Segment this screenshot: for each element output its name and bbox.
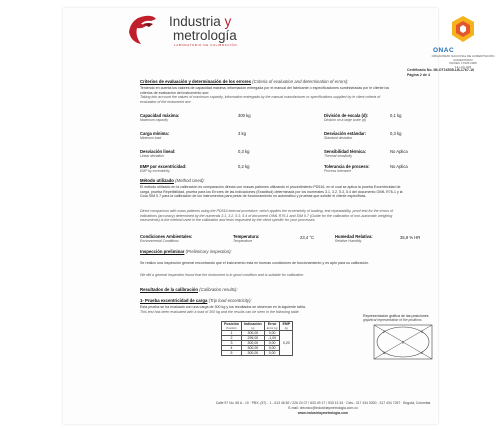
accreditation-label: ONAC <box>433 47 455 54</box>
spec-label: Sensibilidad térmica: <box>324 149 367 154</box>
diagram-position-label: 1 <box>402 340 404 345</box>
table-cell: 3 <box>222 341 242 346</box>
brand-tagline: LABORATORIO DE CALIBRACIÓN <box>174 43 238 47</box>
onac-seal-icon <box>448 14 478 44</box>
eccentricity-test-text: Esta prueba se ha evaluado con una carga de 300 kg y los resultados se observan en la siguiente tabla. <box>140 305 306 309</box>
table-cell: 1 <box>222 331 242 336</box>
table-cell: 300,00 <box>241 331 264 336</box>
table-cell: 5 <box>222 351 242 356</box>
diagram-position-label: 2 <box>383 330 385 334</box>
spec-sublabel: Maximum capacity <box>140 118 169 122</box>
temperature-label: Temperatura: <box>233 234 260 239</box>
diagram-position-label: 4 <box>421 351 423 355</box>
spec-sublabel: Minimum load <box>140 136 162 140</box>
table-cell: 300,00 <box>241 351 264 356</box>
table-cell: 0,00 <box>264 351 280 356</box>
spec-value: 300 kg <box>238 113 251 118</box>
spec-sublabel: EMP by eccentricity <box>140 169 170 173</box>
spec-label: Desviación estándar: <box>324 131 367 136</box>
spec-value: 0,2 kg <box>238 164 250 169</box>
conditions-label: Condiciones Ambientales: <box>140 234 193 239</box>
spec-value: No Aplica <box>390 149 408 154</box>
table-row <box>222 331 293 336</box>
page-footer <box>163 401 483 416</box>
company-logo-icon <box>123 10 163 50</box>
spec-value: 0,3 kg <box>238 149 250 154</box>
humidity-value: 35,9 % HR <box>400 235 421 240</box>
spec-value: 3 kg <box>238 131 246 136</box>
table-cell: -1,00 <box>264 336 280 341</box>
certificate-page <box>63 8 495 424</box>
table-cell: 4 <box>222 346 242 351</box>
positions-diagram <box>373 324 433 360</box>
temperature-sublabel: Temperature <box>233 239 253 243</box>
conditions-sublabel: Environmental Conditions <box>140 239 179 243</box>
diagram-caption-en: graphical representation of the positions <box>363 318 422 322</box>
eccentricity-table <box>221 321 293 356</box>
table-header: Indicación kg <box>241 322 264 331</box>
spec-label: EMP por excentricidad: <box>140 164 187 169</box>
spec-label: Desviación lineal: <box>140 149 176 154</box>
accreditation-text: ORGANISMO NACIONAL DE ACREDITACIÓN ACREDITADO ISO/IEC 17025:2005 14-LAC-003 <box>431 54 495 69</box>
page-number: Página 2 de 4 <box>407 73 430 77</box>
humidity-sublabel: Relative Humidity <box>335 239 362 243</box>
spec-value: 0,3 kg <box>390 131 402 136</box>
criteria-heading: Criterios de evaluación y determinación de los errores (Criteria of evaluation and determination of errors): <box>140 79 349 84</box>
brand-name: Industria y <box>169 14 232 29</box>
criteria-text-en: Taking into account the values of maximum capacity, information entregada by the manual manufacturer or specifications supplied by le client criteria of evaluation of the instrument are: <box>140 95 381 104</box>
table-cell: 0,00 <box>264 341 280 346</box>
table-cell: 300,00 <box>241 346 264 351</box>
inspection-text: Se realizo una inspección general encontrando que el instrumento esta en buenas condiciones de funcionamiento y es apto para su calibración. <box>140 261 370 265</box>
footer-email: E-mail: ctecnico@industriaymetrologia.com.co <box>288 406 358 410</box>
table-cell: 2 <box>222 336 242 341</box>
temperature-value: 23,4 °C <box>300 235 315 240</box>
inspection-text-en: We did a general inspection found that the instrument is in good condition and is suitable for calibration <box>140 273 304 277</box>
criteria-text: Teniendo en cuenta los valores de capacidad máxima, información entregada por el manual del fabricante o especificaciones suministradas por le cliente los criterios de evaluación del instrumento son: <box>140 86 390 95</box>
table-cell: 300,00 <box>241 341 264 346</box>
humidity-label: Humedad Relativa: <box>335 234 373 239</box>
spec-sublabel: Process tolerance <box>324 169 352 173</box>
footer-address: Calle 97 No. 65 A - 10 · PBX: (57) - 1 - 613 46 82 / 226 24 07 / 633 49 17 / 533 13 34 · Cels.: 317 434 5300 - 317 434 7287 · Bogotá, Colombia <box>215 401 431 405</box>
table-header: Error Error kg <box>264 322 280 331</box>
table-cell: 0,00 <box>264 331 280 336</box>
diagram-position-label: 5 <box>383 351 385 355</box>
table-cell-emp: 0,20 <box>280 331 293 356</box>
spec-sublabel: Standard deviation <box>324 136 353 140</box>
spec-label: Carga mínima: <box>140 131 170 136</box>
inspection-heading: Inspección preliminar (Preliminary inspection): <box>140 249 232 254</box>
method-heading: Método utilizado (Method Used): <box>140 178 205 183</box>
spec-label: División de escala (d): <box>324 113 369 118</box>
spec-sublabel: Thermal sensitivity <box>324 154 353 158</box>
spec-label: Tolerancia de proceso: <box>324 164 370 169</box>
spec-value: 0,1 kg <box>390 113 402 118</box>
table-header: EMP kg <box>280 322 293 331</box>
results-heading: Resultados de la calibración (Calibration results): <box>140 287 238 292</box>
method-text: El método utilizado en la calibración es comparación directa con masas patrones utilizando el procedimiento PD516, en el cual se aplica la prueba Excentricidad de carga, prueba Repetibilidad, prueba para los Errores de las Indicaciones (Exactitud) determinada por los numerales 3.1, 3.2, 5.3, 5.4 del documento OIML R76-1 y la Guía SIM 0.7 para la calibración de los instrumentos para pesar de funcionamiento no automático y pruebas que solicite el cliente especificas. <box>140 185 403 199</box>
table-cell: 299,00 <box>241 336 264 341</box>
spec-sublabel: Linear deviation <box>140 154 164 158</box>
spec-value: No Aplica <box>390 164 408 169</box>
eccentricity-test-text-en: This test has been evaluated with a load of 300 kg and the results can be seen in the following table. <box>140 310 300 314</box>
method-text-en: Direct comparison with mass patterns using the PD516 internal procedure, which applies the eccentricity of loading, test repeatability, proof test for the errors of indications (accuracy) determined by the numerals 3.1, 3.2, 5.3, 5.4 of document OIML R76-1 and SIM 0.7 (Guide for the calibration of non-automatic weighing instruments) is the method used in the calibration and tests requested by the client specific for your processes. <box>140 209 394 223</box>
footer-website-link[interactable]: www.industriaymetrologia.com <box>297 411 349 415</box>
diagram-caption: Representación gráfica de las posiciones <box>363 314 429 318</box>
table-header-row <box>222 322 293 331</box>
diagram-position-label: 3 <box>421 330 423 334</box>
eccentricity-test-heading: 1- Prueba excentricidad de carga (Trip load eccentricity): <box>140 298 252 303</box>
brand-name-line2: metrología <box>173 28 237 43</box>
spec-sublabel: Division on a large scale (d) <box>324 118 366 122</box>
certificate-number: Certificado No. IM-OT16535-LB-1767-16 <box>407 68 475 72</box>
spec-label: Capacidad máxima: <box>140 113 180 118</box>
table-cell: 0,00 <box>264 346 280 351</box>
table-header: Posición Position <box>222 322 242 331</box>
